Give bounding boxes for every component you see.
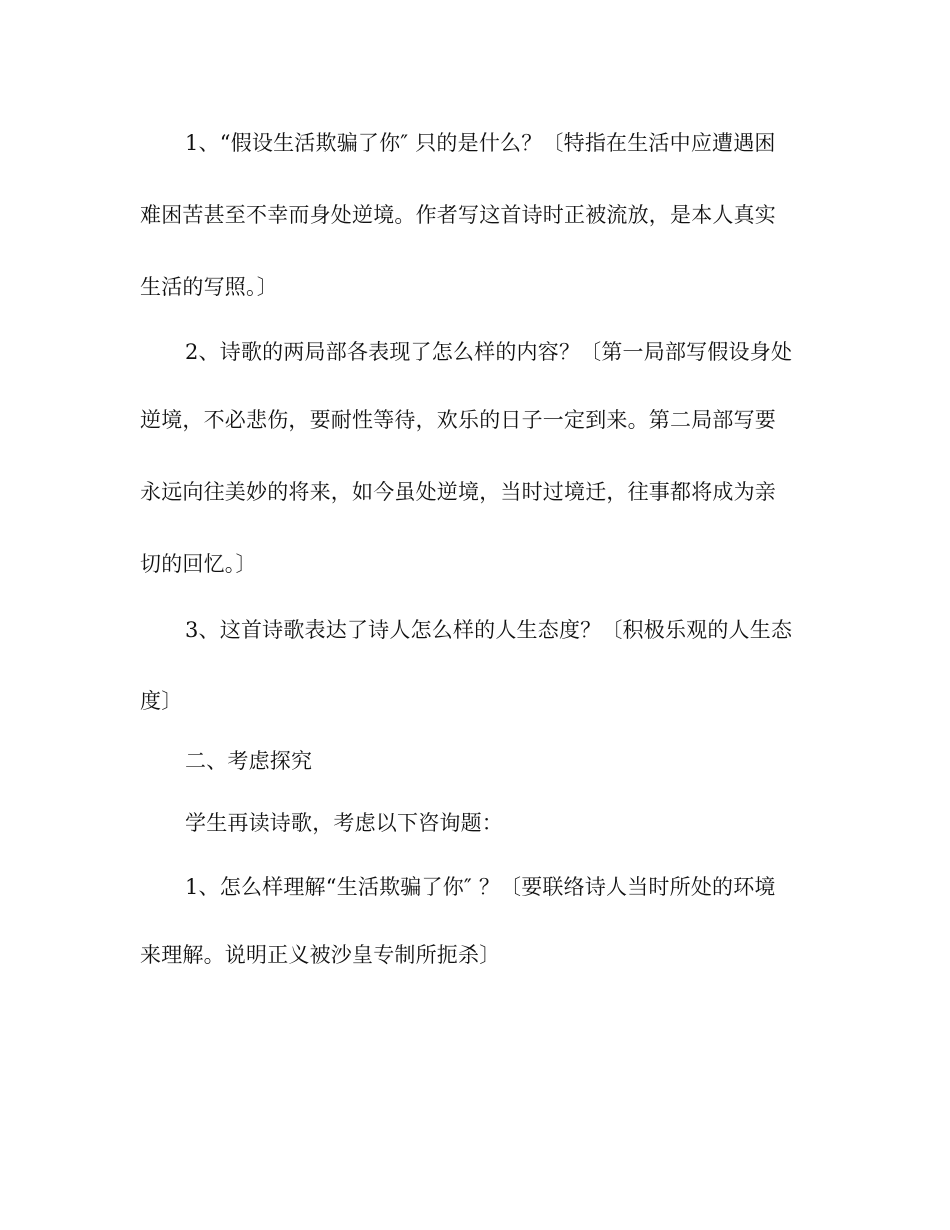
- question-1-line-1: 1、“假设生活欺骗了你″ 只的是什么？〔特指在生活中应遭遇困: [185, 131, 776, 155]
- question-3-line-1: 3、这首诗歌表达了诗人怎么样的人生态度？〔积极乐观的人生态: [185, 618, 793, 642]
- discussion-question-1-line-1: 1、怎么样理解“生活欺骗了你″ ？〔要联络诗人当时所处的环境: [185, 875, 776, 899]
- question-1-line-2: 难困苦甚至不幸而身处逆境。作者写这首诗时正被流放，是本人真实: [140, 203, 776, 227]
- question-3-line-2: 度〕: [140, 689, 183, 713]
- question-2-line-3: 永远向往美妙的将来，如今虽处逆境，当时过境迁，往事都将成为亲: [140, 480, 776, 504]
- instruction-line: 学生再读诗歌，考虑以下咨询题：: [185, 811, 503, 835]
- question-2-line-1: 2、诗歌的两局部各表现了怎么样的内容？〔第一局部写假设身处: [185, 340, 793, 364]
- section-heading: 二、考虑探究: [185, 749, 313, 773]
- question-1-line-3: 生活的写照。〕: [140, 275, 278, 299]
- discussion-question-1-line-2: 来理解。说明正义被沙皇专制所扼杀〕: [140, 943, 501, 967]
- question-2-line-2: 逆境，不必悲伤，要耐性等待，欢乐的日子一定到来。第二局部写要: [140, 408, 776, 432]
- question-2-line-4: 切的回忆。〕: [140, 552, 257, 576]
